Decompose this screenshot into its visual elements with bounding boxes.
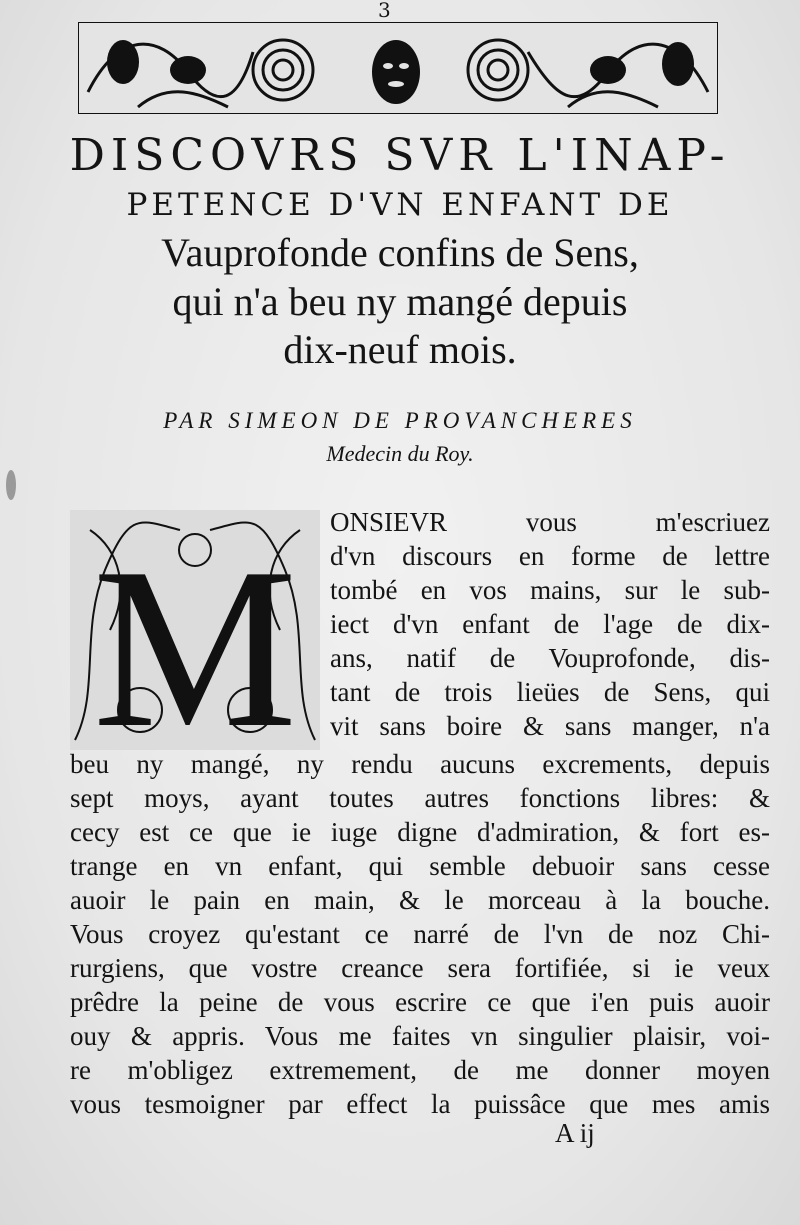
body-line: ans, natif de Vouprofonde, dis- [330, 643, 770, 673]
body-line: cecy est ce que ie iuge digne d'admiration, & fort es- [70, 817, 770, 847]
ornate-initial-icon [70, 510, 320, 750]
body-line: re m'obligez extremement, de me donner moyen [70, 1055, 770, 1085]
author-block [40, 404, 760, 470]
body-line: vous tesmoigner par effect la puissâce que mes amis [70, 1089, 770, 1119]
body-line: Vous croyez qu'estant ce narré de l'vn de noz Chi- [70, 919, 770, 949]
body-line: tant de trois lieües de Sens, qui [330, 677, 770, 707]
title-line-1: DISCOVRS SVR L'INAP- [69, 130, 731, 181]
title-line-2: PETENCE D'VN ENFANT DE [126, 187, 674, 223]
author-name: PAR SIMEON DE PROVANCHERES [163, 408, 637, 433]
author-title: Medecin du Roy. [326, 441, 474, 466]
title-line-5: dix-neuf mois. [283, 327, 517, 372]
body-line: iect d'vn enfant de l'age de dix- [330, 609, 770, 639]
body-line: auoir le pain en main, & le morceau à la bouche. [70, 885, 770, 915]
title-block [40, 130, 760, 374]
body-line: vit sans boire & sans manger, n'a [330, 711, 770, 741]
paper-stain [6, 470, 16, 500]
signature-mark: A ij [555, 1118, 595, 1148]
body-line: beu ny mangé, ny rendu aucuns excrements, depuis [70, 749, 770, 779]
body-line: trange en vn enfant, qui semble debuoir sans cesse [70, 851, 770, 881]
body-line: rurgiens, que vostre creance sera fortifiée, si ie veux [70, 953, 770, 983]
body-line: prêdre la peine de vous escrire ce que i'en puis auoir [70, 987, 770, 1017]
body-line: d'vn discours en forme de lettre [330, 541, 770, 571]
title-line-4: qui n'a beu ny mangé depuis [172, 279, 628, 324]
body-line: sept moys, ayant toutes autres fonctions libres: & [70, 783, 770, 813]
floral-headpiece-icon [78, 22, 718, 114]
body-line: tombé en vos mains, sur le sub- [330, 575, 770, 605]
body-line: ONSIEVR vous m'escriuez [330, 507, 770, 537]
drop-cap-letter: M [92, 520, 298, 750]
page-number: 3 [378, 0, 391, 22]
body-line: ouy & appris. Vous me faites vn singulier plaisir, voi- [70, 1021, 770, 1051]
title-line-3: Vauprofonde confins de Sens, [161, 230, 639, 275]
